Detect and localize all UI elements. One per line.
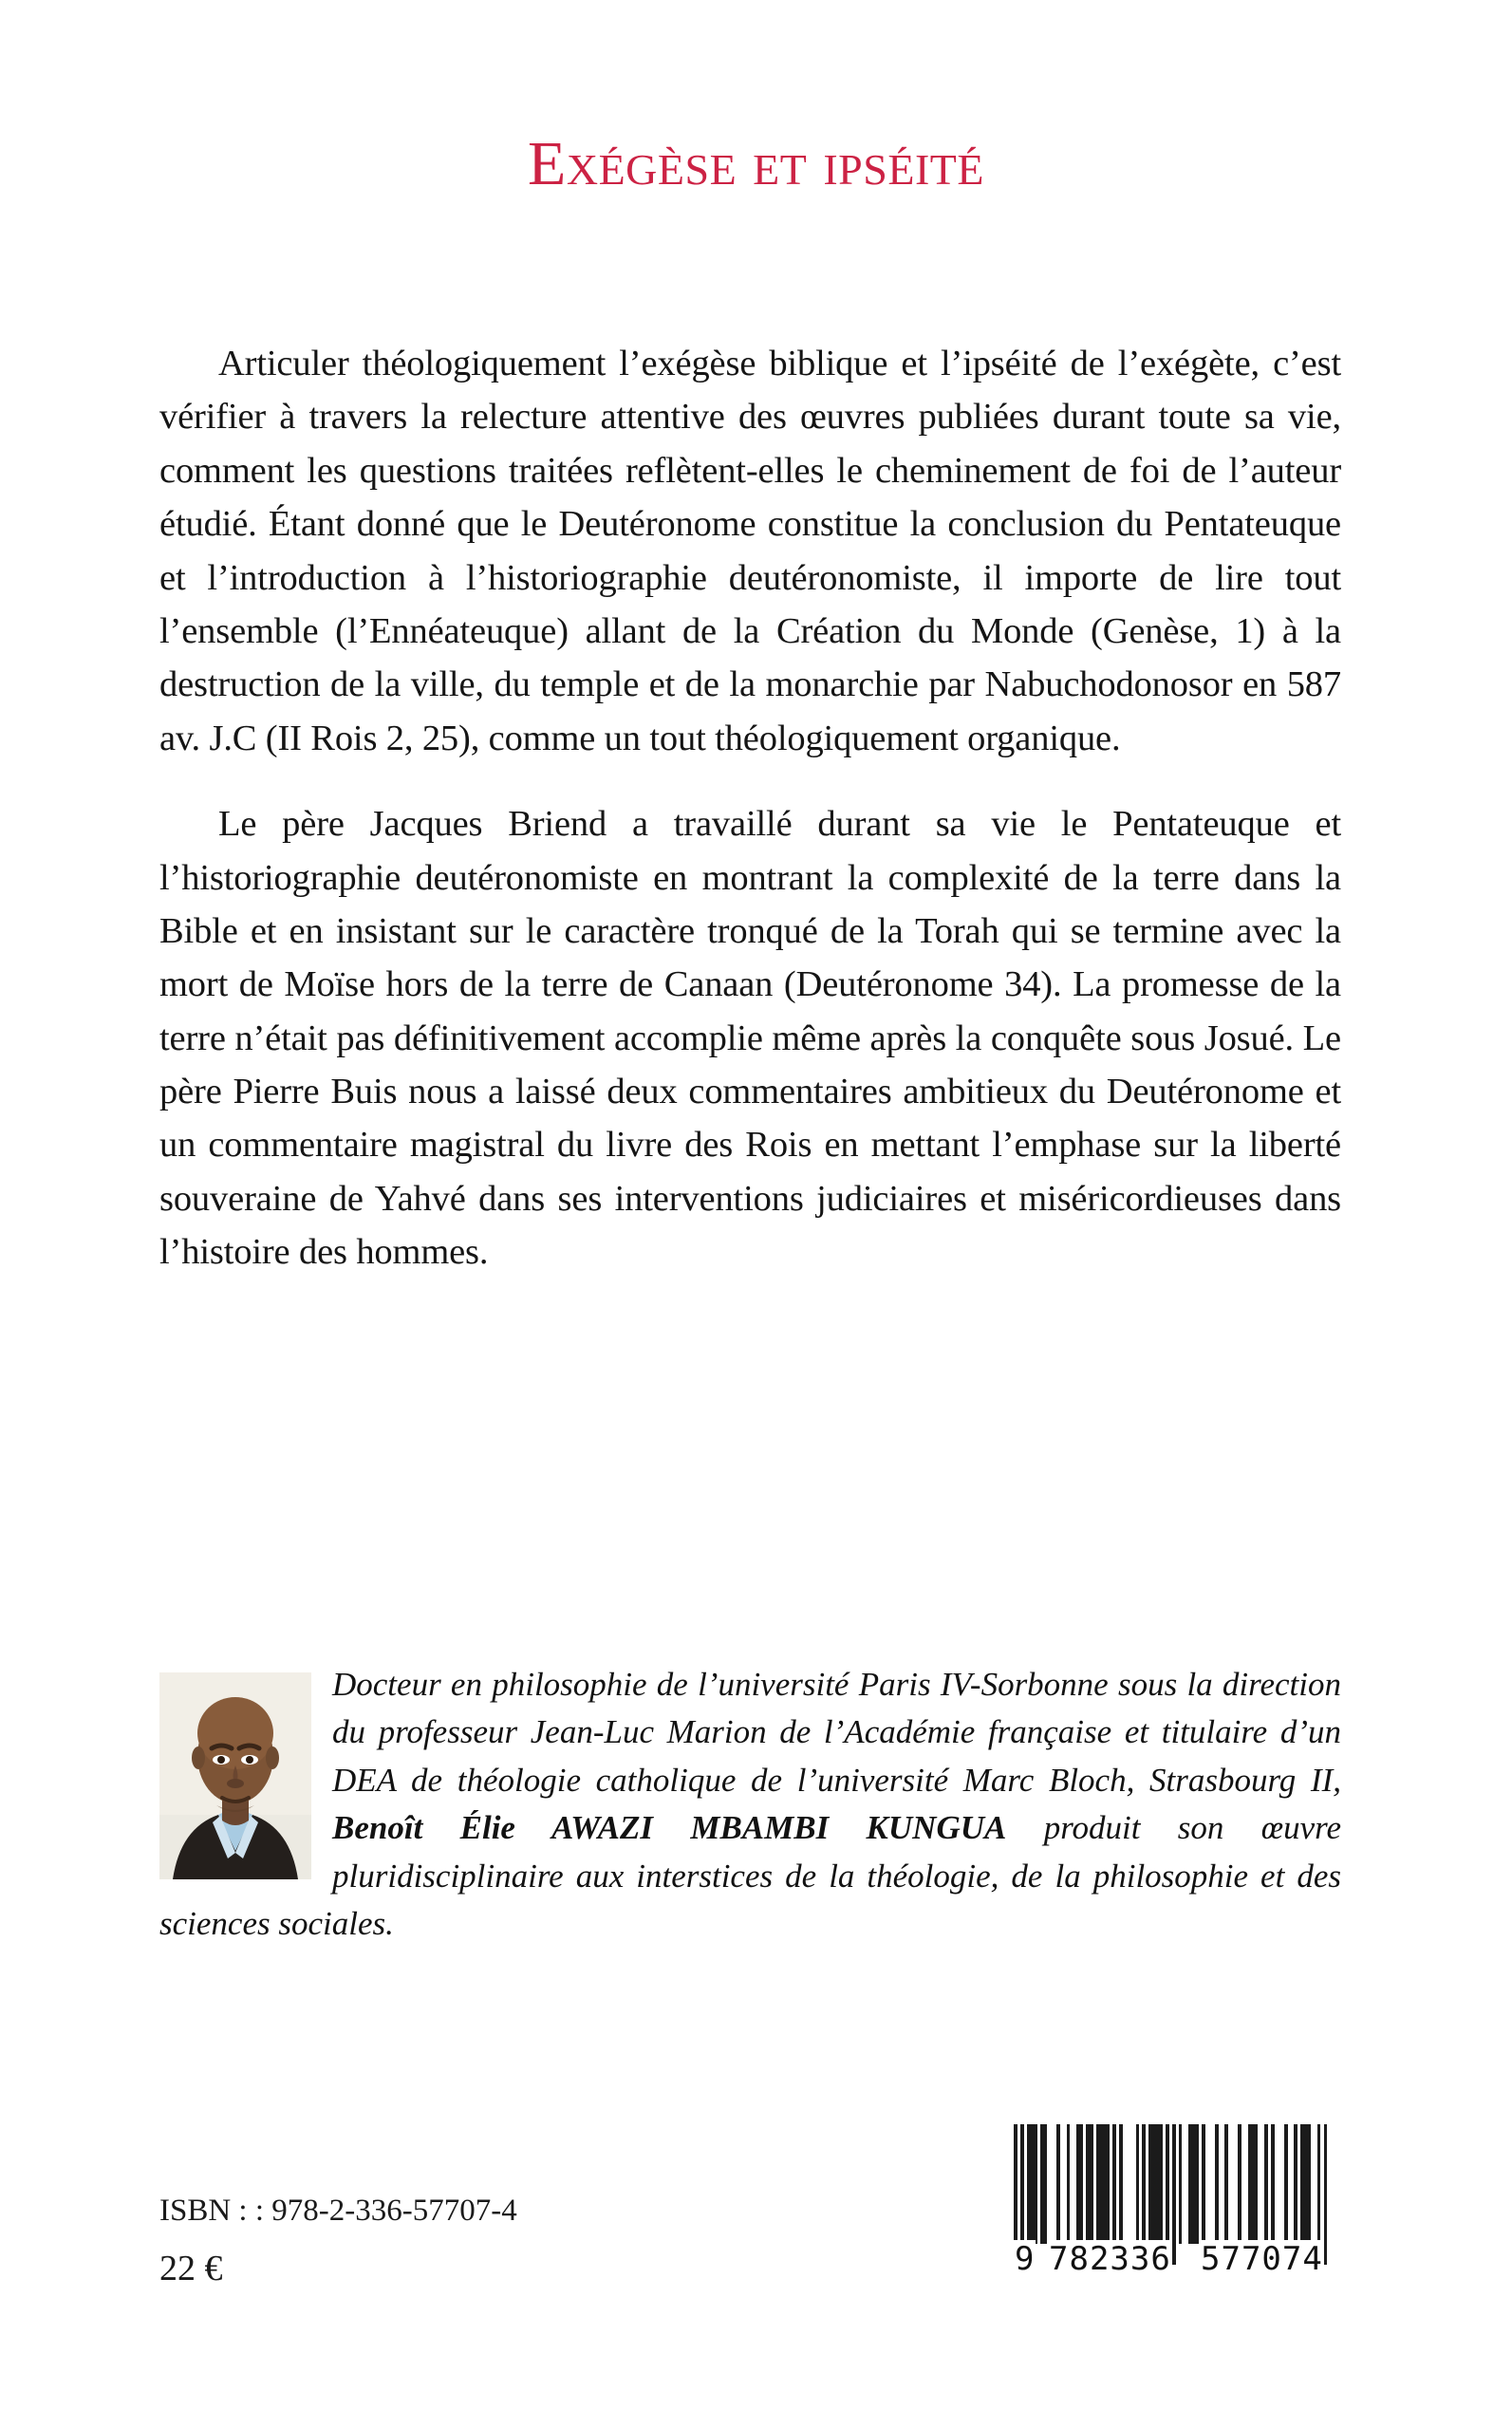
bio-text-before-name: Docteur en philosophie de l’université Paris IV-Sorbonne sous la direction du professeur Jean-Luc Marion de l’Académie française et titulaire d’un DEA de théologie catholique de l’université Marc Bloch, Strasbourg II, <box>332 1666 1341 1799</box>
author-bio-block <box>159 1661 1341 1948</box>
page-title: Exégèse et ipséité <box>528 129 984 198</box>
title-block <box>0 129 1512 198</box>
barcode-digit-group-left: 9 <box>1015 2240 1036 2278</box>
portrait-illustration <box>159 1672 311 1879</box>
isbn-price-block <box>159 2188 517 2295</box>
barcode-digit-group-middle: 782336 <box>1049 2240 1171 2278</box>
author-name: Benoît Élie AWAZI MBAMBI KUNGUA <box>332 1809 1007 1847</box>
author-bio-text <box>159 1661 1341 1948</box>
barcode-digit-group-right: 577074 <box>1201 2240 1323 2278</box>
author-portrait-photo <box>159 1672 311 1879</box>
blurb-paragraph-1: Articuler théologiquement l’exégèse biblique et l’ipséité de l’exégète, c’est vérifier à travers la relecture attentive des œuvres publiées durant toute sa vie, comment les questions traitées reflètent-elles le cheminement de foi de l’auteur étudié. Étant donné que le Deutéronome constitue la conclusion du Pentateuque et l’introduction à l’historiographie deutéronomiste, il importe de lire tout l’ensemble (l’Ennéateuque) allant de la Création du Monde (Genèse, 1) à la destruction de la ville, du temple et de la monarchie par Nabuchodonosor en 587 av. J.C (II Rois 2, 25), comme un tout théologiquement organique. <box>159 344 1341 758</box>
blurb-paragraph-2: Le père Jacques Briend a travaillé durant sa vie le Pentateuque et l’historiographie deutéronomiste en montrant la complexité de la terre dans la Bible et en insistant sur le caractère tronqué de la Torah qui se termine avec la mort de Moïse hors de la terre de Canaan (Deutéronome 34). La promesse de la terre n’était pas définitivement accomplie même après la conquête sous Josué. Le père Pierre Buis nous a laissé deux commentaires ambitieux du Deutéronome et un commentaire magistral du livre des Rois en mettant l’emphase sur la liberté souveraine de Yahvé dans ses interventions judiciaires et miséricordieuses dans l’histoire des hommes. <box>159 804 1341 1273</box>
barcode-digits <box>1014 2240 1344 2278</box>
barcode-block <box>1014 2124 1344 2278</box>
blurb-body <box>159 337 1341 1279</box>
price-text: 22 € <box>159 2248 223 2288</box>
isbn-text: ISBN : : 978-2-336-57707-4 <box>159 2194 517 2228</box>
bio-text-after-name: produit son œuvre pluridisciplinaire aux interstices de la théologie, de la philosophie et des sciences sociales. <box>159 1809 1341 1942</box>
